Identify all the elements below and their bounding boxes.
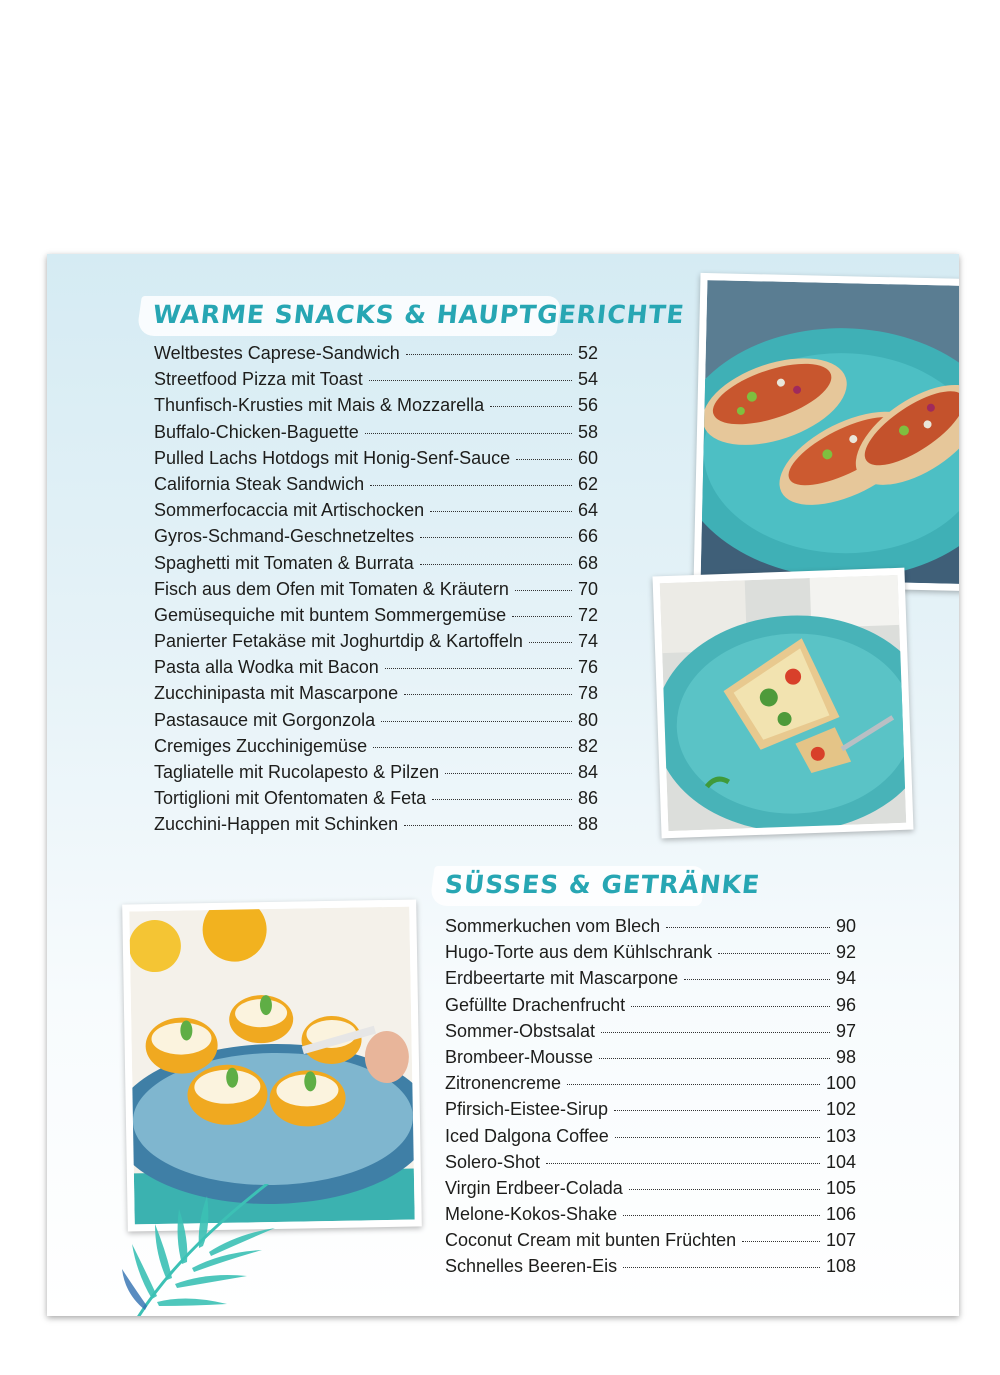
toc-entry-page: 74 (577, 631, 598, 652)
toc-entry (154, 788, 598, 814)
dot-leader (406, 354, 572, 355)
toc-entry-title: Coconut Cream mit bunten Früchten (445, 1230, 737, 1251)
toc-entry (154, 762, 598, 788)
dot-leader (718, 953, 830, 954)
toc-entry (445, 942, 856, 968)
toc-entry-title: Panierter Fetakäse mit Joghurtdip & Kartoffeln (154, 631, 523, 652)
toc-entry-title: Thunfisch-Krusties mit Mais & Mozzarella (154, 395, 485, 416)
toc-entry-title: Pasta alla Wodka mit Bacon (154, 657, 379, 678)
toc-entry (445, 1178, 856, 1204)
toc-entry-title: Weltbestes Caprese-Sandwich (154, 343, 400, 363)
dot-leader (599, 1058, 830, 1059)
toc-entry-page: 103 (825, 1125, 856, 1146)
toc-entry-title: Gefüllte Drachenfrucht (445, 994, 626, 1015)
dot-leader (430, 511, 572, 512)
quiche-photo (653, 568, 914, 839)
toc-entry-title: Cremiges Zucchinigemüse (154, 735, 368, 756)
toc-entry-page: 96 (835, 994, 856, 1015)
toc-entry-title: Hugo-Torte aus dem Kühlschrank (445, 942, 713, 963)
toc-entry-title: Buffalo-Chicken-Baguette (154, 421, 359, 442)
dot-leader (666, 927, 830, 928)
toc-entry (154, 343, 598, 369)
toc-entry (154, 526, 598, 552)
toc-entry-page: 54 (577, 369, 598, 390)
toc-entry (445, 916, 856, 942)
toc-entry-page: 90 (835, 916, 856, 936)
toc-entry-title: Tagliatelle mit Rucolapesto & Pilzen (154, 762, 440, 782)
toc-entry-title: Gyros-Schmand-Geschnetzeltes (154, 526, 415, 547)
toc-entry (154, 579, 598, 605)
toc-entry (445, 1126, 856, 1152)
dot-leader (370, 485, 572, 486)
dot-leader (490, 406, 572, 407)
toc-list-warm (154, 343, 598, 841)
toc-entry-title: Pfirsich-Eistee-Sirup (445, 1099, 609, 1120)
toc-entry-title: Gemüsequiche mit buntem Sommergemüse (154, 604, 507, 625)
toc-entry (154, 448, 598, 474)
section-title-sweet: SÜSSES & GETRÄNKE (443, 870, 762, 899)
toc-list-sweet (445, 916, 856, 1283)
toc-entry (154, 553, 598, 579)
toc-entry-title: Spaghetti mit Tomaten & Burrata (154, 552, 414, 573)
toc-entry-title: Virgin Erdbeer-Colada (445, 1177, 623, 1198)
toc-entry (154, 500, 598, 526)
toc-entry-page: 56 (577, 395, 598, 416)
hotdog-photo (693, 273, 959, 591)
toc-entry-page: 64 (577, 500, 598, 521)
toc-entry (154, 474, 598, 500)
dot-leader (546, 1163, 820, 1164)
toc-entry-page: 70 (577, 578, 598, 599)
toc-entry-title: Erdbeertarte mit Mascarpone (445, 968, 679, 989)
toc-entry-page: 104 (825, 1151, 856, 1172)
toc-entry-page: 72 (577, 604, 598, 625)
toc-entry-page: 80 (577, 709, 598, 730)
toc-entry-title: Pastasauce mit Gorgonzola (154, 709, 376, 730)
toc-entry-page: 62 (577, 473, 598, 494)
toc-entry (445, 1099, 856, 1125)
toc-entry-page: 76 (577, 657, 598, 678)
toc-entry (445, 1047, 856, 1073)
dot-leader (404, 694, 572, 695)
toc-entry (445, 995, 856, 1021)
toc-entry (154, 631, 598, 657)
toc-entry-title: Fisch aus dem Ofen mit Tomaten & Kräutern (154, 578, 509, 599)
toc-entry-title: Zucchini-Happen mit Schinken (154, 814, 399, 835)
toc-entry-page: 82 (577, 735, 598, 756)
toc-entry-page: 92 (835, 942, 856, 963)
dot-leader (515, 590, 572, 591)
toc-entry-page: 58 (577, 421, 598, 442)
toc-entry (154, 683, 598, 709)
section-title-warm: WARME SNACKS & HAUPTGERICHTE (151, 300, 687, 329)
dot-leader (684, 979, 830, 980)
toc-entry-title: Sommerkuchen vom Blech (445, 916, 661, 936)
toc-entry-page: 60 (577, 447, 598, 468)
toc-entry-page: 66 (577, 526, 598, 547)
dot-leader (373, 747, 572, 748)
dot-leader (614, 1110, 820, 1111)
dot-leader (623, 1267, 820, 1268)
toc-entry-page: 68 (577, 552, 598, 573)
toc-entry-page: 106 (825, 1204, 856, 1225)
toc-entry-title: Zitronencreme (445, 1073, 562, 1094)
dot-leader (404, 825, 572, 826)
toc-entry (154, 605, 598, 631)
toc-entry (445, 1230, 856, 1256)
toc-entry-page: 88 (577, 814, 598, 835)
dot-leader (381, 721, 572, 722)
dot-leader (601, 1032, 830, 1033)
dot-leader (631, 1006, 830, 1007)
toc-entry-page: 86 (577, 788, 598, 809)
dot-leader (623, 1215, 820, 1216)
toc-entry-title: Brombeer-Mousse (445, 1046, 594, 1067)
toc-entry-title: Pulled Lachs Hotdogs mit Honig-Senf-Sauce (154, 447, 511, 468)
dot-leader (432, 799, 572, 800)
toc-entry (445, 1021, 856, 1047)
toc-entry-page: 84 (577, 762, 598, 782)
dot-leader (512, 616, 572, 617)
toc-entry (154, 395, 598, 421)
toc-entry-title: Streetfood Pizza mit Toast (154, 369, 363, 390)
toc-entry (154, 710, 598, 736)
toc-entry-page: 102 (825, 1099, 856, 1120)
lemon-cream-photo (122, 899, 422, 1231)
toc-entry (154, 814, 598, 840)
toc-entry-title: Sommerfocaccia mit Artischocken (154, 500, 425, 521)
toc-entry-page: 94 (835, 968, 856, 989)
toc-entry-title: Melone-Kokos-Shake (445, 1204, 618, 1225)
toc-page (47, 254, 959, 1316)
toc-entry-title: Solero-Shot (445, 1151, 541, 1172)
toc-entry-page: 105 (825, 1177, 856, 1198)
dot-leader (445, 773, 572, 774)
dot-leader (369, 380, 572, 381)
toc-entry (154, 657, 598, 683)
toc-entry-page: 107 (825, 1230, 856, 1251)
toc-entry-page: 108 (825, 1256, 856, 1277)
toc-entry (445, 1256, 856, 1282)
dot-leader (385, 668, 572, 669)
toc-entry-page: 52 (577, 343, 598, 363)
toc-entry (154, 369, 598, 395)
toc-entry-page: 100 (825, 1073, 856, 1094)
toc-entry (154, 422, 598, 448)
toc-entry-title: Sommer-Obstsalat (445, 1020, 596, 1041)
dot-leader (615, 1137, 820, 1138)
dot-leader (629, 1189, 820, 1190)
dot-leader (420, 564, 572, 565)
toc-entry (445, 1204, 856, 1230)
toc-entry-page: 78 (577, 683, 598, 704)
dot-leader (365, 433, 572, 434)
dot-leader (420, 537, 572, 538)
toc-entry-title: Tortiglioni mit Ofentomaten & Feta (154, 788, 427, 809)
toc-entry-title: California Steak Sandwich (154, 473, 365, 494)
dot-leader (567, 1084, 820, 1085)
toc-entry-title: Schnelles Beeren-Eis (445, 1256, 618, 1277)
dot-leader (529, 642, 572, 643)
toc-entry-page: 98 (835, 1046, 856, 1067)
toc-entry (445, 968, 856, 994)
toc-entry-page: 97 (835, 1020, 856, 1041)
toc-entry-title: Zucchinipasta mit Mascarpone (154, 683, 399, 704)
palm-leaf-icon (117, 1184, 317, 1316)
toc-entry (154, 736, 598, 762)
dot-leader (742, 1241, 820, 1242)
toc-entry (445, 1152, 856, 1178)
toc-entry-title: Iced Dalgona Coffee (445, 1125, 609, 1146)
toc-entry (445, 1073, 856, 1099)
dot-leader (516, 459, 572, 460)
